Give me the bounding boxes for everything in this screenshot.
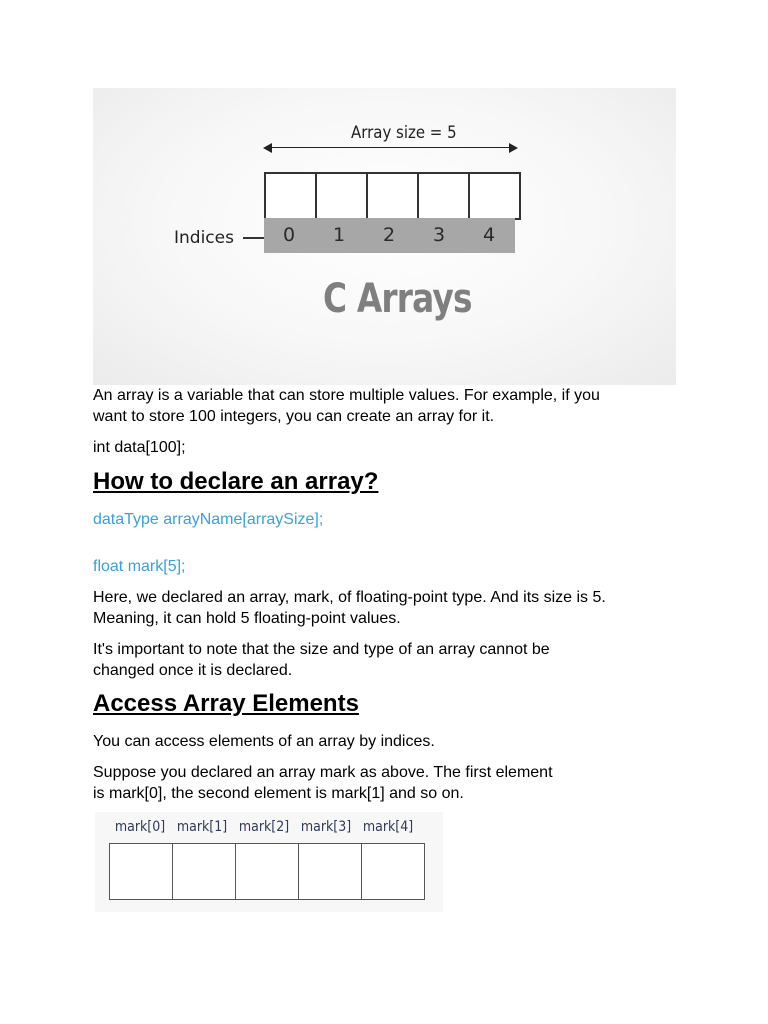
- intro-line-2: want to store 100 integers, you can create an array for it.: [93, 408, 495, 425]
- access-paragraph-2: [93, 762, 693, 804]
- index-label: 2: [382, 224, 396, 246]
- index-label: 3: [432, 224, 446, 246]
- heading-access-elements: Access Array Elements: [93, 690, 359, 717]
- array-size-arrow: [265, 147, 515, 148]
- array-cell: [468, 172, 521, 220]
- array-size-label: Array size = 5: [351, 123, 457, 143]
- array-cells: [264, 172, 521, 220]
- mark-cell: [235, 843, 299, 900]
- mark-label: mark[2]: [238, 819, 290, 835]
- declare-p2-line-1: It's important to note that the size and type of an array cannot be: [93, 641, 550, 658]
- array-cell: [366, 172, 419, 220]
- mark-label: mark[3]: [300, 819, 352, 835]
- intro-line-1: An array is a variable that can store multiple values. For example, if you: [93, 387, 600, 404]
- c-arrays-diagram: [93, 88, 676, 385]
- array-cell: [417, 172, 470, 220]
- access-p2-line-1: Suppose you declared an array mark as above. The first element: [93, 764, 553, 781]
- declare-p1-line-2: Meaning, it can hold 5 floating-point values.: [93, 610, 401, 627]
- access-paragraph-1: You can access elements of an array by indices.: [93, 733, 435, 750]
- declare-p2-line-2: changed once it is declared.: [93, 662, 293, 679]
- index-label: 1: [332, 224, 346, 246]
- declare-example: float mark[5];: [93, 558, 186, 575]
- mark-cell: [109, 843, 173, 900]
- mark-cell: [361, 843, 425, 900]
- indices-label: Indices: [174, 228, 234, 248]
- mark-cell: [172, 843, 236, 900]
- declare-paragraph-2: [93, 639, 693, 681]
- mark-label: mark[4]: [362, 819, 414, 835]
- mark-array-diagram: [95, 812, 443, 912]
- arrow-right-icon: [509, 143, 518, 153]
- array-cell: [264, 172, 317, 220]
- arrow-left-icon: [263, 143, 272, 153]
- mark-cell: [298, 843, 362, 900]
- mark-labels: [109, 819, 419, 835]
- declare-paragraph-1: [93, 587, 693, 629]
- mark-label: mark[1]: [176, 819, 228, 835]
- access-p2-line-2: is mark[0], the second element is mark[1] and so on.: [93, 785, 464, 802]
- array-cell: [315, 172, 368, 220]
- declare-p1-line-1: Here, we declared an array, mark, of floating-point type. And its size is 5.: [93, 589, 606, 606]
- index-label: 4: [482, 224, 496, 246]
- index-label: 0: [282, 224, 296, 246]
- mark-cells: [109, 843, 425, 900]
- heading-declare-array: How to declare an array?: [93, 468, 379, 495]
- indices-band: [264, 218, 515, 253]
- intro-paragraph: [93, 385, 693, 427]
- intro-example: int data[100];: [93, 439, 186, 456]
- mark-label: mark[0]: [114, 819, 166, 835]
- diagram-caption: C Arrays: [323, 276, 472, 322]
- declare-syntax: dataType arrayName[arraySize];: [93, 511, 324, 528]
